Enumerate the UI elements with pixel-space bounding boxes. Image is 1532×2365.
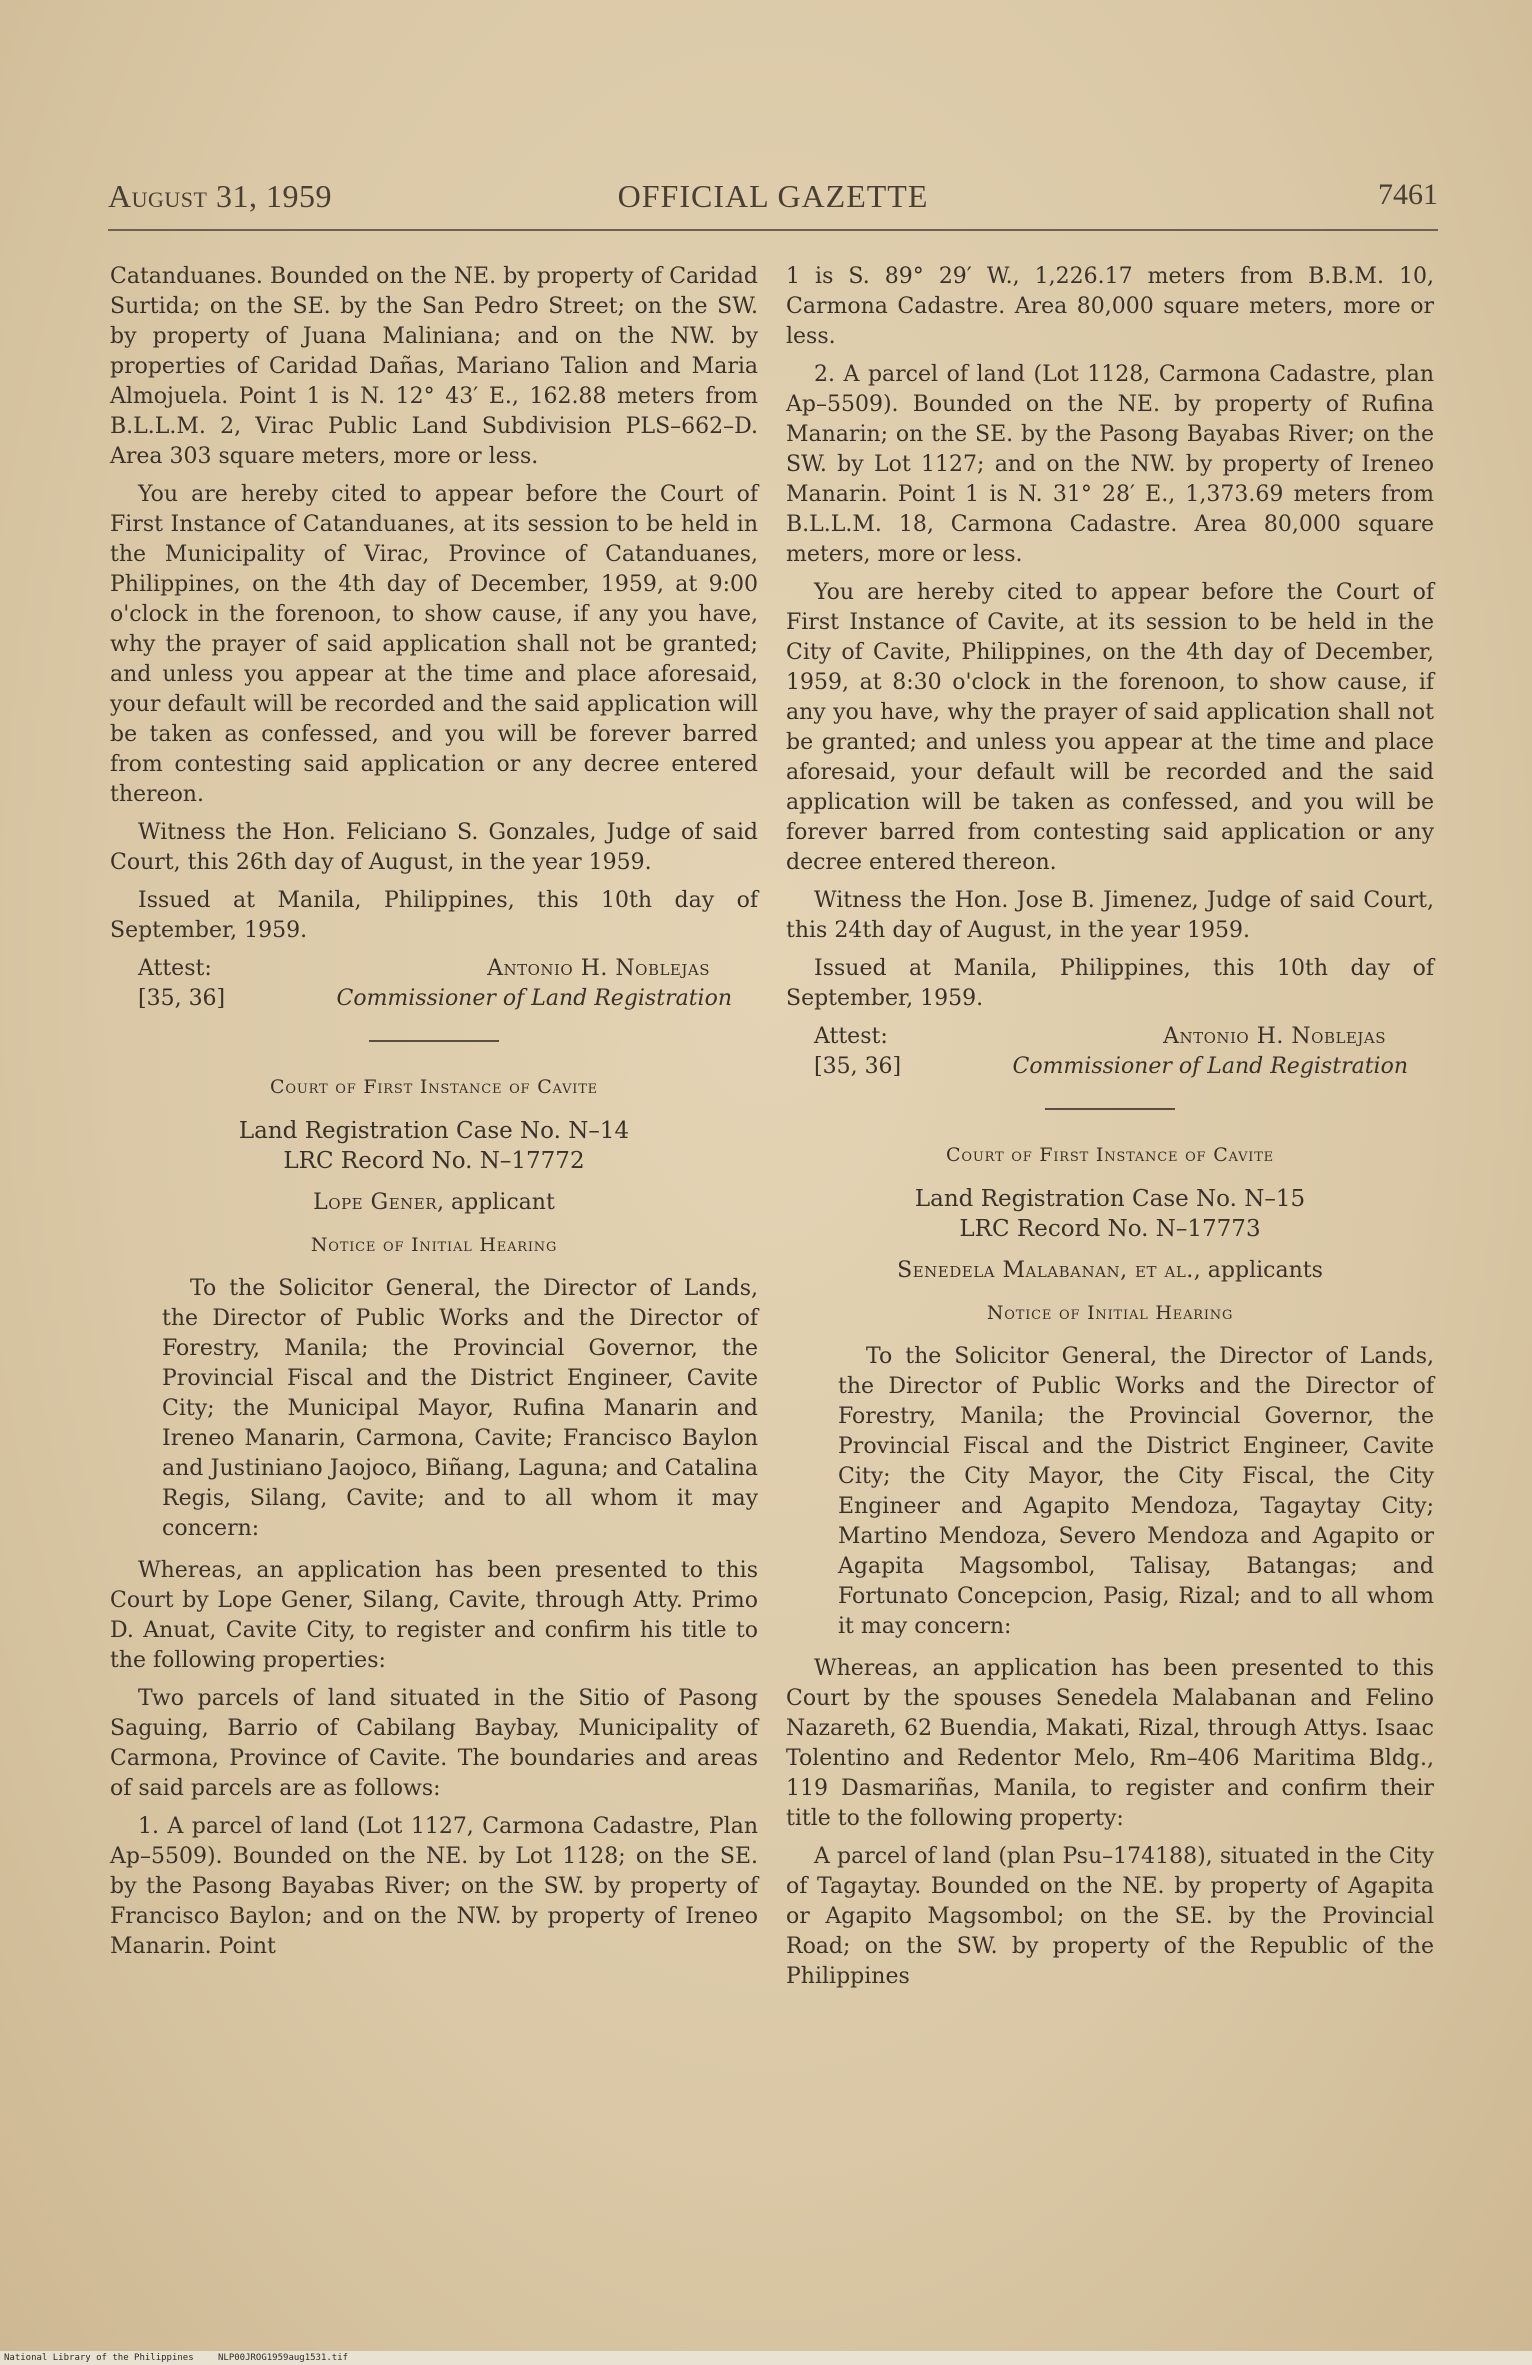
page-header <box>108 178 1438 222</box>
scan-footer <box>0 2351 1532 2365</box>
footer-source: National Library of the Philippines <box>4 2353 194 2363</box>
court-heading: Court of First Instance of Cavite <box>270 1076 598 1098</box>
footer-file: NLP00JROG1959aug1531.tif <box>218 2353 349 2363</box>
case-number: Land Registration Case No. N–14 <box>238 1118 630 1144</box>
header-title: OFFICIAL GAZETTE <box>617 178 929 214</box>
applicant-name: Lope Gener <box>313 1190 438 1215</box>
attest-ref: [35, 36] <box>138 986 226 1011</box>
right-para-4: Witness the Hon. Jose B. Jimenez, Judge of said Court, this 24th day of August, in the year 1959. <box>786 888 1434 943</box>
notice-heading: Notice of Initial Hearing <box>310 1234 558 1256</box>
attest-name: Antonio H. Noblejas <box>487 956 710 981</box>
right-para-7: A parcel of land (plan Psu–174188), situated in the City of Tagaytay. Bounded on the NE. by property of Agapita or Agapito Magsombol; on the SE. by the Provincial Road; on the SW. by property of the Republic of the Philippines <box>786 1844 1434 1989</box>
header-rule <box>108 229 1438 231</box>
left-para-3: Witness the Hon. Feliciano S. Gonzales, Judge of said Court, this 26th day of August, in the year 1959. <box>110 820 758 875</box>
left-para-5: Whereas, an application has been presented to this Court by Lope Gener, Silang, Cavite, through Atty. Primo D. Anuat, Cavite City, to register and confirm his title to the following properties: <box>110 1558 758 1673</box>
applicant-suffix: , applicants <box>1193 1258 1323 1283</box>
right-attest <box>786 1022 1434 1082</box>
court-heading: Court of First Instance of Cavite <box>946 1144 1274 1166</box>
left-para-2: You are hereby cited to appear before the Court of First Instance of Catanduanes, at its session to be held in the Municipality of Virac, Province of Catanduanes, Philippines, on the 4th day of December, 1959, at 9:00 o'clock in the forenoon, to show cause, if any you have, why the prayer of said application shall not be granted; and unless you appear at the time and place aforesaid, your default will be recorded and the said application will be taken as confessed, and you will be forever barred from contesting said application or any decree entered thereon. <box>110 482 758 807</box>
right-para-5: Issued at Manila, Philippines, this 10th day of September, 1959. <box>786 956 1434 1011</box>
record-number: LRC Record No. N–17772 <box>283 1148 585 1174</box>
applicant-line <box>786 1256 1434 1286</box>
section-divider <box>369 1040 499 1042</box>
record-number: LRC Record No. N–17773 <box>959 1216 1261 1242</box>
section-divider <box>1045 1108 1175 1110</box>
right-column <box>786 262 1434 2000</box>
notice-heading: Notice of Initial Hearing <box>986 1302 1234 1324</box>
left-para-6: Two parcels of land situated in the Sitio of Pasong Saguing, Barrio of Cabilang Baybay, Municipality of Carmona, Province of Cavite. The boundaries and areas of said parcels are as follows: <box>110 1686 758 1801</box>
attest-label: Attest: <box>814 1024 888 1049</box>
header-date: August 31, 1959 <box>108 178 332 214</box>
left-para-4: Issued at Manila, Philippines, this 10th day of September, 1959. <box>110 888 758 943</box>
right-address: To the Solicitor General, the Director of Lands, the Director of Public Works and the Director of Forestry, Manila; the Provincial Governor, the Provincial Fiscal and the District Engineer, Cavite City; the City Mayor, the City Fiscal, the City Engineer and Agapito Mendoza, Tagaytay City; Martino Mendoza, Severo Mendoza and Agapito or Agapita Magsombol, Talisay, Batangas; and Fortunato Concepcion, Pasig, Rizal; and to all whom it may concern: <box>838 1344 1434 1639</box>
attest-ref: [35, 36] <box>814 1054 902 1079</box>
attest-office: Commissioner of Land Registration <box>336 986 732 1011</box>
left-address: To the Solicitor General, the Director of Lands, the Director of Public Works and the Director of Forestry, Manila; the Provincial Governor, the Provincial Fiscal and the District Engineer, Cavite City; the Municipal Mayor, Rufina Manarin and Ireneo Manarin, Carmona, Cavite; Francisco Baylon and Justiniano Jaojoco, Biñang, Laguna; and Catalina Regis, Silang, Cavite; and to all whom it may concern: <box>162 1276 758 1541</box>
right-para-3: You are hereby cited to appear before the Court of First Instance of Cavite, at its session to be held in the City of Cavite, Philippines, on the 4th day of December, 1959, at 8:30 o'clock in the forenoon, to show cause, if any you have, why the prayer of said application shall not be granted; and unless you appear at the time and place aforesaid, your default will be recorded and the said application will be taken as confessed, and you will be forever barred from contesting said application or any decree entered thereon. <box>786 580 1434 875</box>
attest-office: Commissioner of Land Registration <box>1012 1054 1408 1079</box>
case-number: Land Registration Case No. N–15 <box>914 1186 1306 1212</box>
header-page-number: 7461 <box>1378 178 1438 211</box>
left-attest <box>110 954 758 1014</box>
applicant-line <box>110 1188 758 1218</box>
attest-label: Attest: <box>138 956 212 981</box>
left-para-7: 1. A parcel of land (Lot 1127, Carmona Cadastre, Plan Ap–5509). Bounded on the NE. by Lot 1128; on the SE. by the Pasong Bayabas River; on the SW. by property of Francisco Baylon; and on the NW. by property of Ireneo Manarin. Point <box>110 1814 758 1959</box>
right-para-2: 2. A parcel of land (Lot 1128, Carmona Cadastre, plan Ap–5509). Bounded on the NE. by property of Rufina Manarin; on the SE. by the Pasong Bayabas River; on the SW. by Lot 1127; and on the NW. by property of Ireneo Manarin. Point 1 is N. 31° 28′ E., 1,373.69 meters from B.L.L.M. 18, Carmona Cadastre. Area 80,000 square meters, more or less. <box>786 362 1434 567</box>
applicant-name: Senedela Malabanan, et al. <box>897 1258 1194 1283</box>
left-column <box>110 262 758 1970</box>
attest-name: Antonio H. Noblejas <box>1163 1024 1386 1049</box>
right-para-6: Whereas, an application has been presented to this Court by the spouses Senedela Malabanan and Felino Nazareth, 62 Buendia, Makati, Rizal, through Attys. Isaac Tolentino and Redentor Melo, Rm–406 Maritima Bldg., 119 Dasmariñas, Manila, to register and confirm their title to the following property: <box>786 1656 1434 1831</box>
left-para-1: Catanduanes. Bounded on the NE. by property of Caridad Surtida; on the SE. by the San Pedro Street; on the SW. by property of Juana Maliniana; and on the NW. by properties of Caridad Dañas, Mariano Talion and Maria Almojuela. Point 1 is N. 12° 43′ E., 162.88 meters from B.L.L.M. 2, Virac Public Land Subdivision PLS–662–D. Area 303 square meters, more or less. <box>110 264 758 469</box>
right-para-1: 1 is S. 89° 29′ W., 1,226.17 meters from B.B.M. 10, Carmona Cadastre. Area 80,000 square meters, more or less. <box>786 264 1434 349</box>
applicant-suffix: , applicant <box>437 1190 555 1215</box>
